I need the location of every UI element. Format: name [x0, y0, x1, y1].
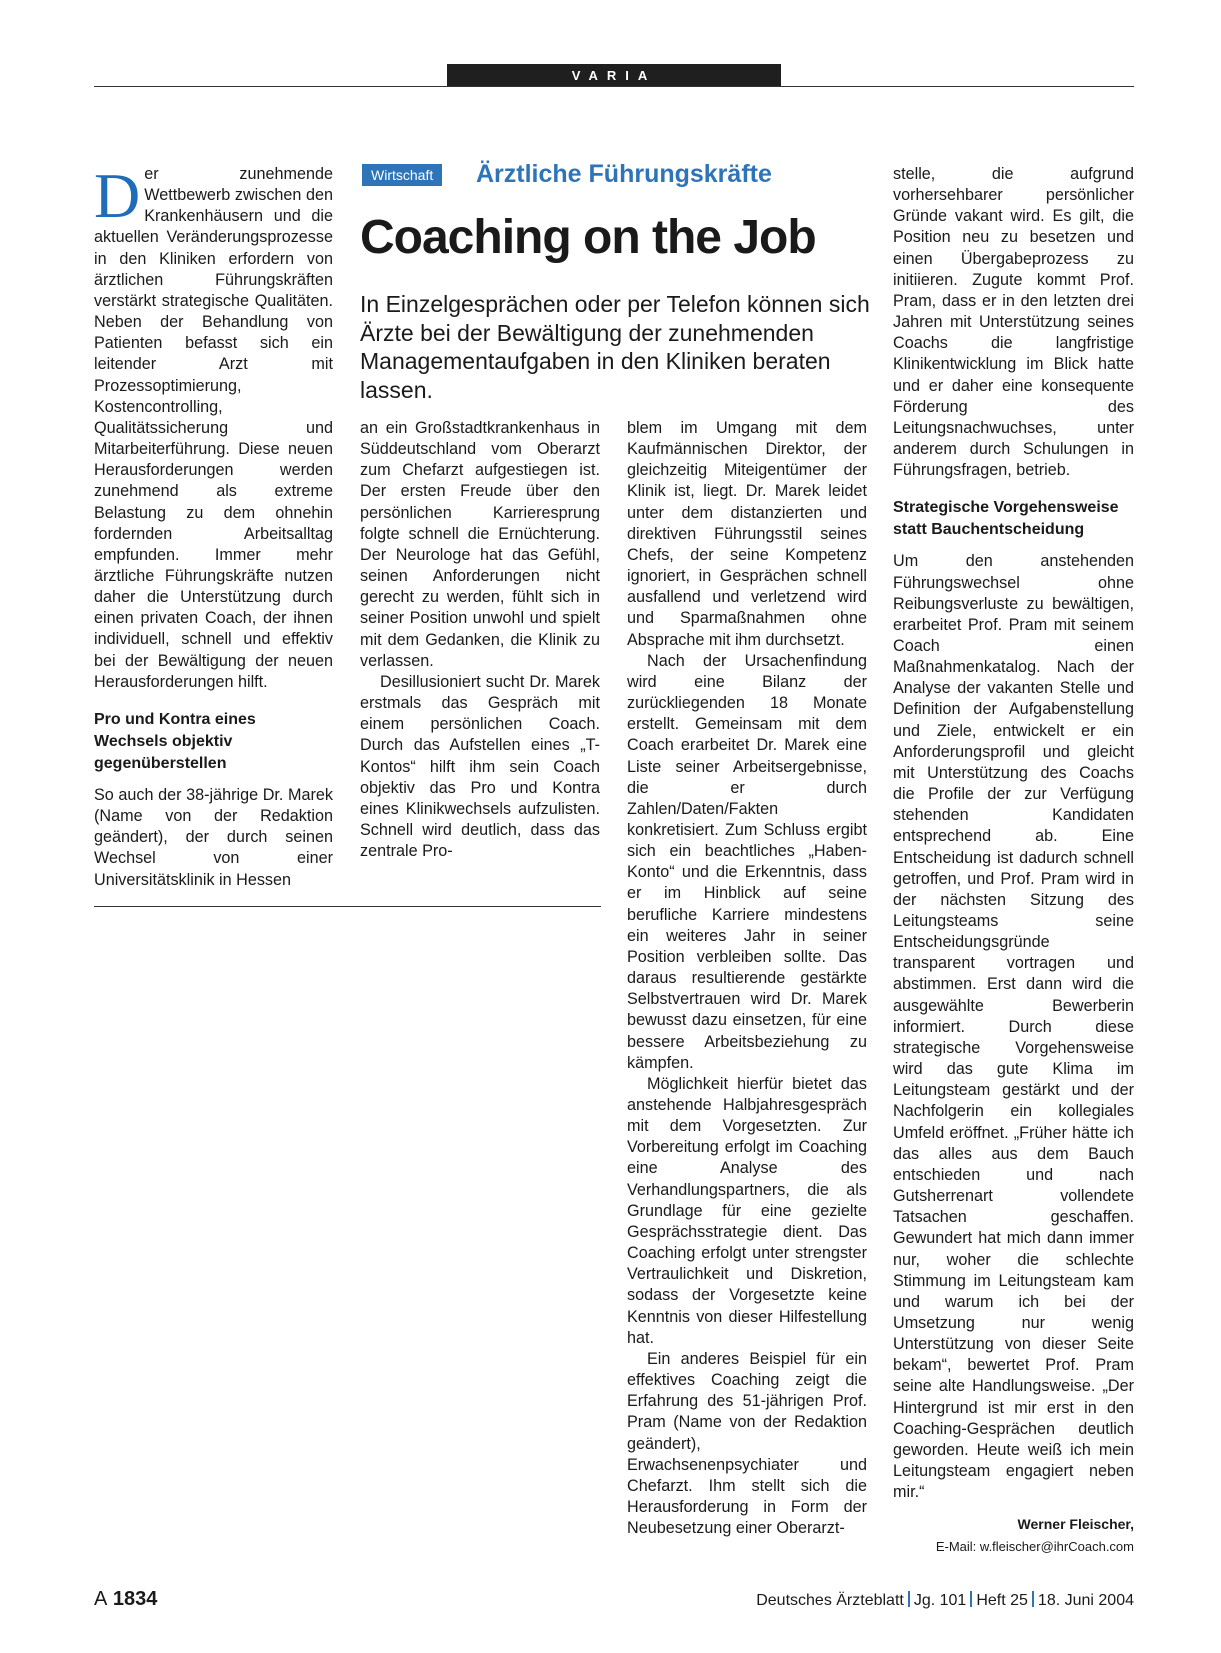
paragraph: blem im Umgang mit dem Kaufmännischen Direktor, der gleichzeitig Miteigentümer der Klinik ist, liegt. Dr. Marek leidet unter dem distanzierten und direktiven Führungsstil seines Chefs, der seine Kompetenz ignoriert, in Gesprächen schnell ausfallend und verletzend wird und Sparmaßnahmen ohne Absprache mit ihm durchsetzt. [627, 419, 867, 649]
footer-citation [640, 1591, 1134, 1610]
section-label: VARIA [447, 64, 781, 87]
header-rule [94, 86, 1134, 87]
footer-separator [908, 1591, 910, 1607]
page-prefix: A [94, 1588, 108, 1610]
footer-separator [1032, 1591, 1034, 1607]
drop-cap: D [94, 160, 141, 231]
journal-volume: Jg. 101 [913, 1592, 967, 1609]
footer-separator [970, 1591, 972, 1607]
column-rule [94, 906, 601, 907]
paragraph: Um den anstehenden Führungswechsel ohne Reibungsverluste zu bewältigen, erarbeitet Prof. Pram mit seinem Coach einen Maßnahmenkatalog. Nach der Analyse der vakanten Stelle und Definition der Aufgabenstellung und Ziele, entwickelt er ein Anforderungsprofil und gleicht mit Unterstützung des Coachs die Profile der zur Verfügung stehenden Kandidaten entsprechend ab. Eine Entscheidung ist dadurch schnell getroffen, und Prof. Pram wird in der nächsten Sitzung des Leitungsteams seine Entscheidungsgründe transparent vortragen und abstimmen. Erst dann wird die ausgewählte Bewerberin informiert. Durch diese strategische Vorgehensweise wird das gute Klima im Leitungsteam gestärkt und der Nachfolgerin ein kollegiales Umfeld eröffnet. „Früher hätte ich das alles aus dem Bauch entschieden und nach Gutsherrenart vollendete Tatsachen geschaffen. Gewundert hat mich dann immer nur, woher die schlechte Stimmung im Leitungsteam kam und warum ich bei der Umsetzung nur wenig Unterstützung von dieser Seite bekam“, bewertet Prof. Pram seine alte Handlungsweise. „Der Hintergrund ist mir erst in den Coaching-Gesprächen deutlich geworden. Heute weiß ich mein Leitungsteam engagiert neben mir.“ [893, 552, 1134, 1502]
paragraph: Desillusioniert sucht Dr. Marek erstmals das Gespräch mit einem persönlichen Coach. Durch das Aufstellen eines „T-Kontos“ hilft ihm sein Coach objektiv das Pro und Kontra eines Klinikwechsels aufzulisten. Schnell wird deutlich, dass das zentrale Pro- [360, 672, 600, 861]
intro-paragraph: er zunehmende Wettbewerb zwischen den Krankenhäusern und die aktuellen Veränderungsprozesse in den Kliniken erfordern von ärztlichen Führungskräften verstärkt strategische Qualitäten. Neben der Behandlung von Patienten befasst sich ein leitender Arzt mit Prozessoptimierung, Kostencontrolling, Qualitätssicherung und Mitarbeiterführung. Diese neuen Herausforderungen werden zunehmend als extreme Belastung zu dem ohnehin fordernden Arbeitsalltag empfunden. Immer mehr ärztliche Führungskräfte nutzen daher die Unterstützung durch einen privaten Coach, der ihnen individuell, schnell und effektiv bei der Bewältigung der neuen Herausforderungen hilft. [94, 165, 333, 691]
journal-issue: Heft 25 [976, 1592, 1028, 1609]
column-2 [360, 418, 600, 862]
paragraph: Möglichkeit hierfür bietet das anstehende Halbjahresgespräch mit dem Vorgesetzten. Zur Vorbereitung erfolgt im Coaching eine Analyse des Verhandlungspartners, die als Grundlage für eine gezielte Gesprächsstrategie dient. Das Coaching erfolgt unter strengster Vertraulichkeit und Diskretion, sodass der Vorgesetzte keine Kenntnis von dieser Hilfestellung hat. [627, 1074, 867, 1347]
article-lead: In Einzelgesprächen oder per Telefon können sich Ärzte bei der Bewältigung der zunehmenden Managementaufgaben in den Kliniken beraten lassen. [360, 291, 870, 403]
subheading-1: Pro und Kontra eines Wechsels objektiv gegenüberstellen [94, 710, 256, 772]
page-number-value: 1834 [112, 1588, 158, 1610]
author-name: Werner Fleischer, [1017, 1516, 1134, 1532]
paragraph: So auch der 38-jährige Dr. Marek (Name von der Redaktion geändert), der durch seinen Wechsel von einer Universitätsklinik in Hessen [94, 785, 333, 889]
page-number [94, 1588, 157, 1611]
article-kicker: Ärztliche Führungskräfte [476, 160, 772, 188]
column-1 [94, 160, 333, 891]
paragraph: Nach der Ursachenfindung wird eine Bilanz der zurückliegenden 18 Monate erstellt. Gemeinsam mit dem Coach erarbeitet Dr. Marek eine Liste seiner Arbeitsergebnisse, die er durch Zahlen/Daten/Fakten konkretisiert. Zum Schluss ergibt sich ein beachtliches „Haben-Konto“ und die Erkenntnis, dass er im Hinblick auf seine berufliche Karriere mindestens ein weiteres Jahr in seiner Position verbleiben sollte. Das daraus resultierende gestärkte Selbstvertrauen wird Dr. Marek bewusst dazu einsetzen, für eine bessere Arbeitsbeziehung zu kämpfen. [627, 651, 867, 1072]
subheading-2: Strategische Vorgehensweise statt Bauchentscheidung [893, 499, 1119, 539]
article-headline: Coaching on the Job [360, 211, 816, 264]
paragraph: an ein Großstadtkrankenhaus in Süddeutschland vom Oberarzt zum Chefarzt aufgestiegen ist. Der ersten Freude über den persönlichen Karrieresprung folgte schnell die Ernüchterung. Der Neurologe hat das Gefühl, seinen Anforderungen nicht gerecht zu werden, fühlt sich in seiner Position unwohl und spielt mit dem Gedanken, die Klinik zu verlassen. [360, 419, 600, 670]
paragraph: stelle, die aufgrund vorhersehbarer persönlicher Gründe vakant wird. Es gilt, die Position neu zu besetzen und einen Übergabeprozess zu initiieren. Zugute kommt Prof. Pram, dass er in den letzten drei Jahren mit Unterstützung seines Coachs die langfristige Klinikentwicklung im Blick hatte und er daher eine konsequente Förderung des Leitungsnachwuchses, unter anderem durch Schulungen in Führungsfragen, betrieb. [893, 165, 1134, 480]
author-email[interactable]: E-Mail: w.fleischer@ihrCoach.com [935, 1539, 1134, 1554]
rubric-badge: Wirtschaft [362, 164, 442, 186]
journal-date: 18. Juni 2004 [1037, 1592, 1134, 1609]
column-4 [893, 164, 1134, 1503]
column-3 [627, 418, 867, 1539]
journal-name: Deutsches Ärzteblatt [756, 1592, 904, 1609]
paragraph: Ein anderes Beispiel für ein effektives Coaching zeigt die Erfahrung des 51-jährigen Prof. Pram (Name von der Redaktion geändert), Erwachsenenpsychiater und Chefarzt. Ihm stellt sich die Herausforderung in Form der Neubesetzung einer Oberarzt- [627, 1349, 867, 1538]
